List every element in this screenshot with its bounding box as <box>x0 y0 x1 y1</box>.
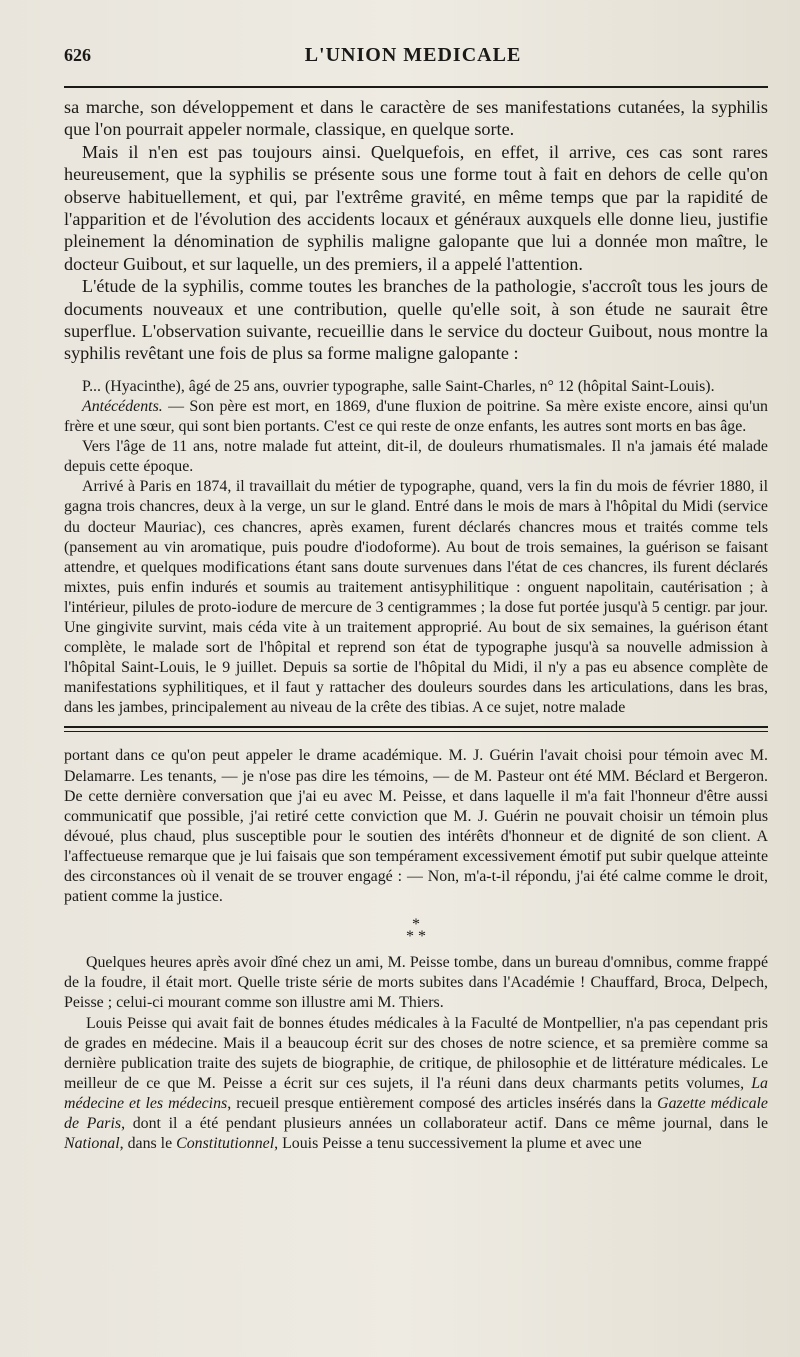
asterism-bottom: * * <box>406 928 426 946</box>
journal-title-constitutionnel: Constitutionnel <box>176 1135 275 1153</box>
observation-antecedents <box>64 397 768 437</box>
p3-text-c: , dont il a été pendant plusieurs années un collaborateur actif. Dans ce même journal, dans le <box>121 1114 768 1132</box>
observation-paragraph-4: Arrivé à Paris en 1874, il travaillait du métier de typographe, quand, vers la fin du mois de février 1880, il gagna trois chancres, deux à la verge, un sur le gland. Entré dans le mois de mars à l'hôpital du Midi (service du docteur Mauriac), ces chancres, après examen, furent déclarés chancres mous et traités comme tels (pansement au vin aromatique, puis poudre d'iodoforme). Au bout de trois semaines, la guérison se faisant attendre, et quelques modifications étant sans doute survenues dans l'état de ces chancres, ils furent déclarés mixtes, puis enfin indurés et soumis au traitement antisyphilitique : onguent napolitain, cautérisation ; à l'intérieur, pilules de proto-iodure de mercure de 3 centigrammes ; la dose fut portée jusqu'à 5 centigr. par jour. Une gingivite survint, mais céda vite à un traitement approprié. Au bout de six semaines, la guérison étant complète, le malade sort de l'hôpital et reprend son état de typographe jusqu'à sa nouvelle admission à l'hôpital Saint-Louis, le 9 juillet. Depuis sa sortie de l'hôpital du Midi, il n'y a pas eu absence complète de manifestations syphilitiques, et il faut y rattacher des douleurs sourdes dans les articulations, dans les bras, dans les jambes, principalement au niveau de la crête des tibias. A ce sujet, notre malade <box>64 478 768 717</box>
feuilleton-paragraph-3 <box>64 1014 768 1155</box>
p3-text-d: , dans le <box>119 1135 177 1153</box>
asterism <box>64 916 768 946</box>
asterism-top: * <box>412 916 420 934</box>
header-rule <box>64 86 768 88</box>
p3-text-a: Louis Peisse qui avait fait de bonnes études médicales à la Faculté de Montpellier, n'a pas cependant pris de grades en médecine. Mais il a beaucoup écrit sur des choses de notre science, et sa première comme sa dernière publication traite des sujets de biographie, de critique, de philosophie et de littérature médicales. Le meilleur de ce que M. Peisse a écrit sur ces sujets, il l'a réuni dans deux charmants petits volumes, <box>64 1014 768 1092</box>
observation-patient: P... (Hyacinthe), âgé de 25 ans, ouvrier typographe, salle Saint-Charles, n° 12 (hôpital Saint-Louis). <box>82 377 715 395</box>
main-paragraph-1: sa marche, son développement et dans le caractère de ses manifestations cutanées, la syphilis que l'on pourrait appeler normale, classique, en quelque sorte. <box>64 97 768 140</box>
book-title: La médecine et les médecins <box>64 1074 768 1112</box>
feuilleton-section <box>64 746 768 1154</box>
page-header <box>64 44 768 74</box>
main-paragraph-3: L'étude de la syphilis, comme toutes les branches de la pathologie, s'accroît tous les jours de documents nouveaux et une contribution, quelle qu'elle soit, à son étude ne saurait être superflue. L'observation suivante, recueillie dans le service du docteur Guibout, nous montre la syphilis revêtant une fois de plus sa forme maligne galopante : <box>64 276 768 364</box>
main-paragraph-2: Mais il n'en est pas toujours ainsi. Quelquefois, en effet, il arrive, ces cas sont rares heureusement, que la syphilis se présente sous une forme tout à fait en dehors de celle qu'on observe habituellement, et qui, par l'extrême gravité, en même temps que par la rapidité de l'apparition et de l'évolution des accidents locaux et généraux auxquels elle donne lieu, justifie pleinement la dénomination de syphilis maligne galopante que lui a donnée mon maître, le docteur Guibout, et sur laquelle, un des premiers, il a appelé l'attention. <box>64 141 768 274</box>
running-title: L'UNION MEDICALE <box>304 44 522 66</box>
observation-section <box>64 377 768 719</box>
journal-title-national: National <box>64 1135 120 1153</box>
page-number: 626 <box>64 45 91 65</box>
journal-title-gazette: Gazette médicale de Paris <box>64 1094 768 1132</box>
antecedents-label: Antécédents. <box>82 397 163 415</box>
feuilleton-separator <box>64 726 768 732</box>
antecedents-text: — Son père est mort, en 1869, d'une fluxion de poitrine. Sa mère existe encore, ainsi qu'un frère et une sœur, qui sont bien portants. C'est ce qui reste de onze enfants, les autres sont morts en bas âge. <box>64 397 768 436</box>
main-text <box>64 96 768 365</box>
p3-text-e: , Louis Peisse a tenu successivement la plume et avec une <box>274 1135 642 1153</box>
p3-text-b: , recueil presque entièrement composé des articles insérés dans la <box>227 1094 658 1112</box>
feuilleton-paragraph-2: Quelques heures après avoir dîné chez un ami, M. Peisse tombe, dans un bureau d'omnibus, comme frappé de la foudre, il était mort. Quelle triste série de morts subites dans l'Académie ! Chauffard, Broca, Delpech, Peisse ; celui-ci mourant comme son illustre ami M. Thiers. <box>64 954 768 1012</box>
feuilleton-paragraph-1: portant dans ce qu'on peut appeler le drame académique. M. J. Guérin l'avait choisi pour témoin avec M. Delamarre. Les tenants, — je n'ose pas dire les témoins, — de M. Pasteur ont été MM. Béclard et Bergeron. De cette dernière conversation que j'ai eu avec M. Peisse, et dans laquelle il m'a fait l'honneur d'être aussi communicatif que possible, j'ai retiré cette conviction que M. J. Guérin ne pouvait choisir un témoin plus dévoué, plus chaud, plus susceptible pour le soutien des intérêts d'honneur et de dignité de son client. A l'affectueuse remarque que je lui faisais que son tempérament excessivement émotif put subir quelque atteinte des circonstances où il venait de se trouver engagé : — Non, m'a-t-il répondu, j'ai été calme comme le droit, patient comme la justice. <box>64 747 768 906</box>
observation-paragraph-3: Vers l'âge de 11 ans, notre malade fut atteint, dit-il, de douleurs rhumatismales. Il n'a jamais été malade depuis cette époque. <box>64 438 768 476</box>
